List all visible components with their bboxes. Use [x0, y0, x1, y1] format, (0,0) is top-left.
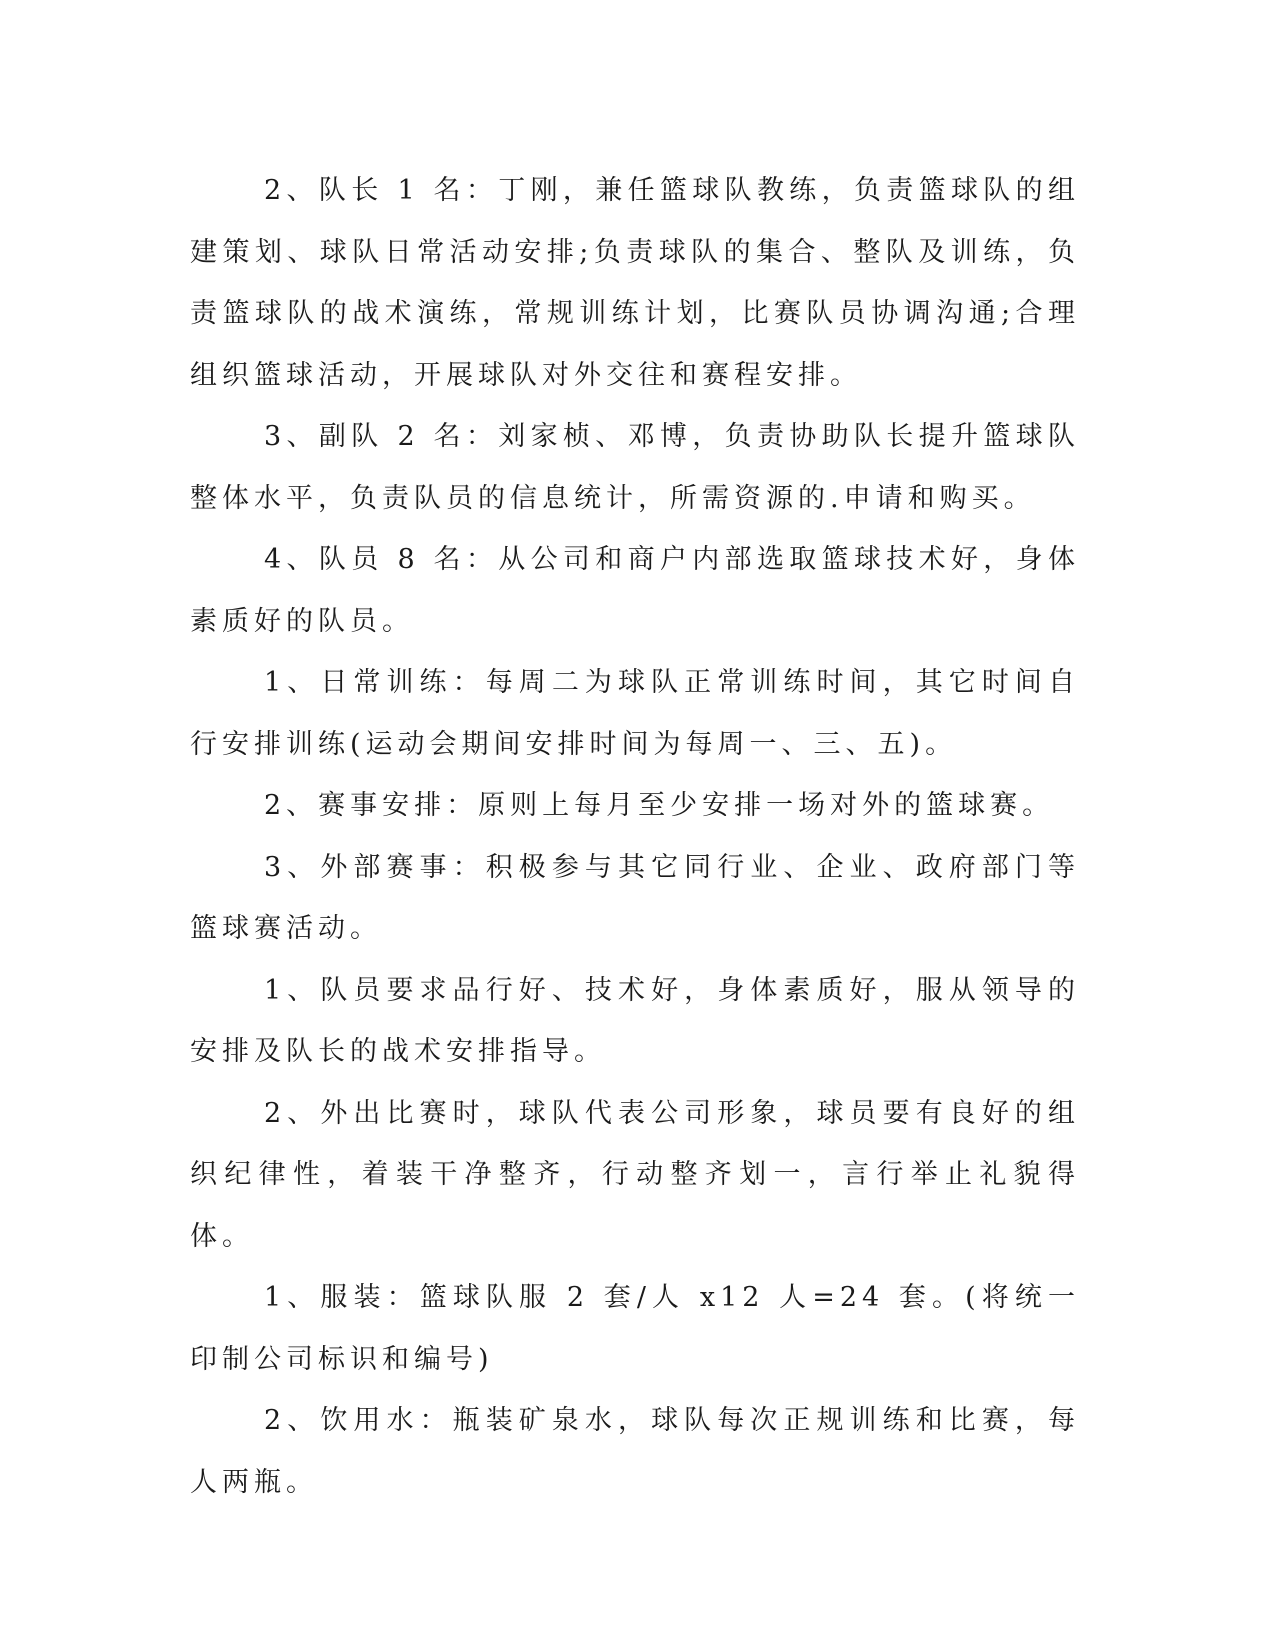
paragraph-member-requirements: 1、队员要求品行好、技术好，身体素质好，服从领导的安排及队长的战术安排指导。: [190, 974, 1080, 1067]
paragraph-away-conduct: 2、外出比赛时，球队代表公司形象，球员要有良好的组织纪律性，着装干净整齐，行动整齐划一，言行举止礼貌得体。: [190, 1097, 1080, 1252]
paragraph-external-matches: 3、外部赛事：积极参与其它同行业、企业、政府部门等篮球赛活动。: [190, 851, 1080, 944]
paragraph-drinking-water: 2、饮用水：瓶装矿泉水，球队每次正规训练和比赛，每人两瓶。: [190, 1405, 1080, 1498]
paragraph-members: 4、队员 8 名：从公司和商户内部选取篮球技术好，身体素质好的队员。: [190, 544, 1080, 637]
document-body: [190, 160, 1080, 1513]
paragraph-match-schedule: 2、赛事安排：原则上每月至少安排一场对外的篮球赛。: [264, 790, 1055, 821]
paragraph-uniforms: 1、服装：篮球队服 2 套/人 x12 人=24 套。(将统一印制公司标识和编号): [190, 1282, 1080, 1375]
paragraph-daily-training: 1、日常训练：每周二为球队正常训练时间，其它时间自行安排训练(运动会期间安排时间为每周一、三、五)。: [190, 667, 1080, 760]
paragraph-captain: 2、队长 1 名：丁刚，兼任篮球队教练，负责篮球队的组建策划、球队日常活动安排;负责球队的集合、整队及训练，负责篮球队的战术演练，常规训练计划，比赛队员协调沟通;合理组织篮球活动，开展球队对外交往和赛程安排。: [190, 175, 1080, 391]
paragraph-vice-captains: 3、副队 2 名：刘家桢、邓博，负责协助队长提升篮球队整体水平，负责队员的信息统计，所需资源的.申请和购买。: [190, 421, 1080, 514]
